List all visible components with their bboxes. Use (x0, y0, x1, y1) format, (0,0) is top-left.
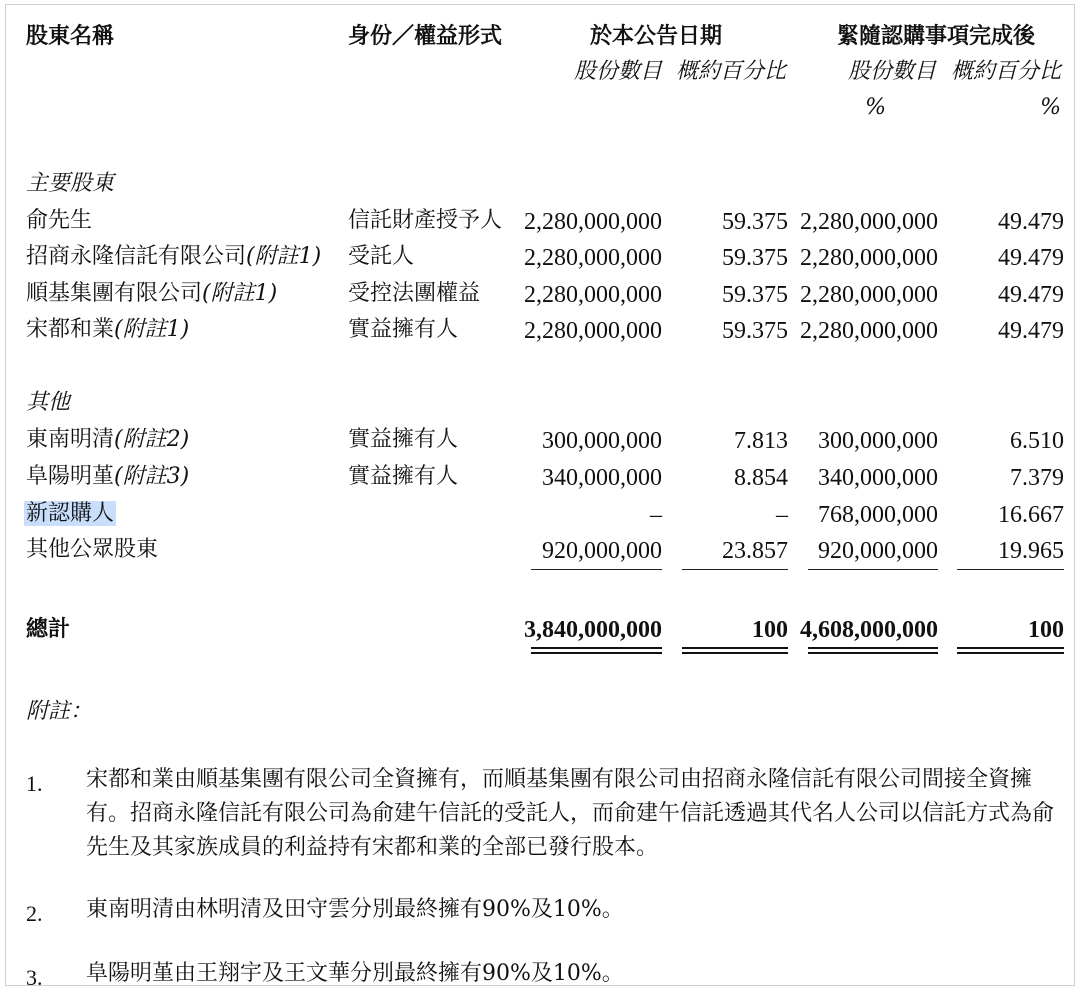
note-number: 2. (26, 901, 43, 926)
header-capacity: 身份／權益形式 (348, 23, 503, 49)
selected-text-highlight[interactable]: 新認購人 (26, 501, 115, 526)
subheader-pct-now-unit: % (865, 95, 886, 120)
section-others: 其他 (26, 390, 71, 415)
table-row-pct-now: 59.375 (722, 282, 788, 308)
table-row-shares-now: 340,000,000 (542, 465, 662, 491)
table-row-capacity: 信託財產授予人 (348, 208, 503, 233)
subtotal-rule (808, 569, 938, 570)
subtotal-rule (682, 569, 788, 570)
subheader-shares-now: 股份數目 (573, 59, 662, 84)
header-current-date: 於本公告日期 (589, 23, 722, 49)
table-row-name: 招商永隆信託有限公司(附註1) (26, 244, 322, 269)
total-shares-after: 4,608,000,000 (800, 617, 938, 643)
table-row-name: 其他公眾股東 (26, 537, 159, 562)
table-row-pct-now: 7.813 (734, 428, 788, 454)
table-row-pct-after: 49.479 (998, 209, 1064, 235)
total-double-rule (957, 647, 1064, 654)
note-text: 阜陽明堇由王翔宇及王文華分別最終擁有90%及10%。 (86, 961, 624, 986)
total-double-rule (531, 647, 662, 654)
table-row-name (26, 503, 116, 525)
note-number: 3. (26, 965, 43, 990)
table-row-pct-after: 7.379 (1010, 465, 1064, 491)
table-row-pct-now: 23.857 (722, 538, 788, 564)
table-row-pct-after: 49.479 (998, 282, 1064, 308)
table-row-shares-after: 2,280,000,000 (800, 318, 938, 344)
table-row-capacity: 實益擁有人 (348, 317, 459, 342)
table-row-name: 俞先生 (26, 208, 93, 233)
table-row-shares-after: 300,000,000 (818, 428, 938, 454)
table-row-capacity: 實益擁有人 (348, 427, 459, 452)
table-row-pct-now: 59.375 (722, 318, 788, 344)
table-row-note-ref: (附註1) (202, 281, 278, 306)
subheader-pct-after: 概約百分比 (950, 59, 1061, 84)
table-row-shares-now: 2,280,000,000 (524, 209, 662, 235)
note-number: 1. (26, 771, 43, 796)
subheader-shares-after: 股份數目 (847, 59, 936, 84)
subheader-pct-now: 概約百分比 (675, 59, 786, 84)
table-row-shares-after: 2,280,000,000 (800, 282, 938, 308)
table-row-shares-after: 920,000,000 (818, 538, 938, 564)
table-row-name: 東南明清(附註2) (26, 427, 190, 452)
table-row-pct-after: 6.510 (1010, 428, 1064, 454)
table-row-capacity: 實益擁有人 (348, 464, 459, 489)
subtotal-rule (531, 569, 662, 570)
table-row-name: 宋都和業(附註1) (26, 317, 190, 342)
table-row-shares-now: 920,000,000 (542, 538, 662, 564)
total-pct-now: 100 (752, 617, 788, 643)
table-row-pct-now: 59.375 (722, 209, 788, 235)
header-after-subscription: 緊隨認購事項完成後 (836, 23, 1035, 49)
section-major-shareholders: 主要股東 (26, 171, 115, 196)
table-row-name: 順基集團有限公司(附註1) (26, 281, 278, 306)
document-page (5, 4, 1075, 990)
notes-title: 附註： (26, 699, 93, 724)
table-row-shares-now: 2,280,000,000 (524, 282, 662, 308)
table-row-shares-now: – (650, 502, 662, 528)
total-label: 總計 (26, 616, 71, 642)
total-double-rule (808, 647, 938, 654)
table-row-note-ref: (附註3) (114, 464, 190, 489)
note-text: 宋都和業由順基集團有限公司全資擁有，而順基集團有限公司由招商永隆信託有限公司間接全資擁有。招商永隆信託有限公司為俞建午信託的受託人，而俞建午信託透過其代名人公司以信託方式為俞先生及其家族成員的利益持有宋都和業的全部已發行股本。 (86, 767, 1055, 860)
table-row-note-ref: (附註2) (114, 427, 190, 452)
table-row-shares-after: 2,280,000,000 (800, 245, 938, 271)
total-double-rule (682, 647, 788, 654)
table-row-shares-now: 2,280,000,000 (524, 245, 662, 271)
note-text: 東南明清由林明清及田守雲分別最終擁有90%及10%。 (86, 897, 624, 922)
table-row-pct-after: 49.479 (998, 318, 1064, 344)
table-row-note-ref: (附註1) (246, 244, 322, 269)
table-row-note-ref: (附註1) (114, 317, 190, 342)
table-row-pct-now: 8.854 (734, 465, 788, 491)
table-row-capacity: 受控法團權益 (348, 281, 481, 306)
table-row-capacity: 受託人 (348, 244, 415, 269)
table-row-shares-now: 2,280,000,000 (524, 318, 662, 344)
table-row-pct-after: 16.667 (998, 502, 1064, 528)
table-row-shares-after: 2,280,000,000 (800, 209, 938, 235)
table-row-pct-after: 49.479 (998, 245, 1064, 271)
table-row-shares-after: 340,000,000 (818, 465, 938, 491)
subtotal-rule (957, 569, 1064, 570)
table-row-pct-after: 19.965 (998, 538, 1064, 564)
subheader-pct-after-unit: % (1040, 95, 1061, 120)
total-pct-after: 100 (1028, 617, 1064, 643)
table-row-shares-now: 300,000,000 (542, 428, 662, 454)
table-row-pct-now: – (776, 502, 788, 528)
header-shareholder-name: 股東名稱 (26, 23, 115, 49)
table-row-pct-now: 59.375 (722, 245, 788, 271)
table-row-name: 阜陽明堇(附註3) (26, 464, 190, 489)
table-row-shares-after: 768,000,000 (818, 502, 938, 528)
total-shares-now: 3,840,000,000 (524, 617, 662, 643)
